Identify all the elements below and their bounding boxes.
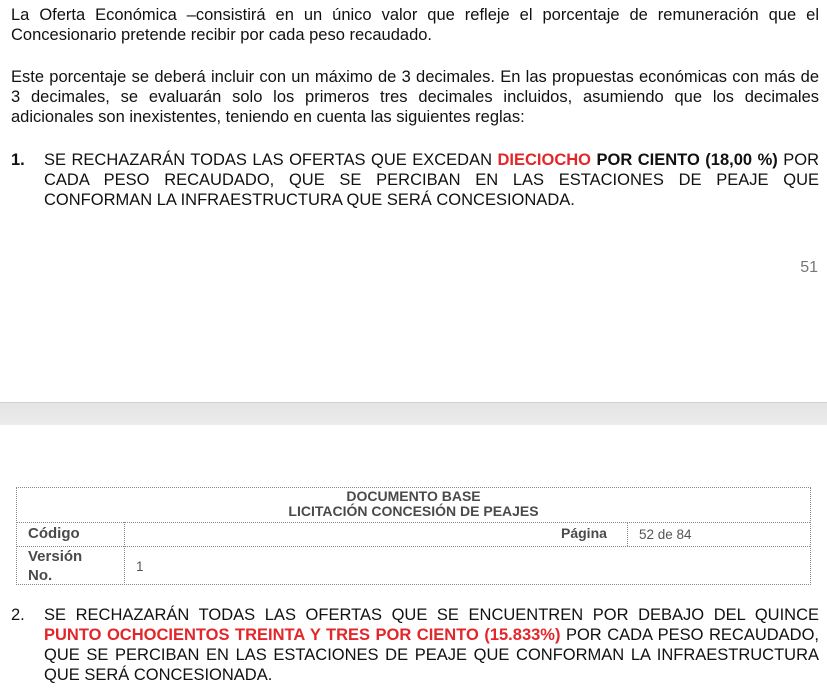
rule-1 — [11, 150, 819, 210]
document-page-52 — [0, 425, 827, 696]
rule-2 — [11, 605, 819, 685]
rule-2-number: 2. — [11, 606, 25, 624]
rule-2-text — [44, 605, 819, 685]
page-number: 51 — [800, 259, 818, 276]
rule-1-text-before: SE RECHAZARÁN TODAS LAS OFERTAS QUE EXCEDAN — [44, 151, 498, 169]
pagina-label: Página — [561, 525, 607, 541]
rule-1-number: 1. — [11, 151, 25, 169]
rule-1-highlight: DIECIOCHO — [497, 151, 592, 169]
offer-paragraph: La Oferta Económica –consistirá en un único valor que refleje el porcentaje de remuneración que el Concesionario pretende recibir por cada peso recaudado. — [11, 6, 819, 44]
document-header-table — [16, 487, 811, 585]
header-divider — [17, 546, 810, 547]
header-title-line1: DOCUMENTO BASE — [346, 488, 481, 504]
rule-1-text — [44, 150, 819, 210]
pagina-value: 52 de 84 — [639, 527, 692, 542]
rule-2-highlight: PUNTO OCHOCIENTOS TREINTA Y TRES POR CIENTO (15.833%) — [44, 626, 561, 644]
codigo-label: Código — [28, 525, 80, 542]
header-title — [17, 489, 810, 519]
page-separator — [0, 402, 827, 426]
rule-1-text-after: POR CADA PESO RECAUDADO, QUE SE PERCIBAN EN LAS ESTACIONES DE PEAJE QUE CONFORMAN LA INFRAESTRUCTURA QUE SERÁ CONCESIONADA. — [44, 151, 819, 209]
header-divider — [17, 522, 810, 523]
rule-2-text-before: SE RECHAZARÁN TODAS LAS OFERTAS QUE SE ENCUENTREN POR DEBAJO DEL QUINCE — [44, 606, 819, 624]
rule-1-bold: POR CIENTO (18,00 %) — [591, 151, 778, 169]
header-divider — [627, 522, 628, 546]
version-value: 1 — [136, 559, 144, 574]
rule-2-text-after: POR CADA PESO RECAUDADO, QUE SE PERCIBAN EN LAS ESTACIONES DE PEAJE QUE CONFORMAN LA INFRAESTRUCTURA QUE SERÁ CONCESIONADA. — [44, 626, 820, 684]
decimals-paragraph: Este porcentaje se deberá incluir con un máximo de 3 decimales. En las propuestas económicas con más de 3 decimales, se evaluarán solo los primeros tres decimales incluidos, asumiendo que los decimales adicionales son inexistentes, teniendo en cuenta las siguientes reglas: — [11, 68, 819, 126]
header-divider — [124, 522, 125, 585]
header-title-line2: LICITACIÓN CONCESIÓN DE PEAJES — [288, 503, 539, 519]
version-label: Versión No. — [28, 548, 83, 584]
